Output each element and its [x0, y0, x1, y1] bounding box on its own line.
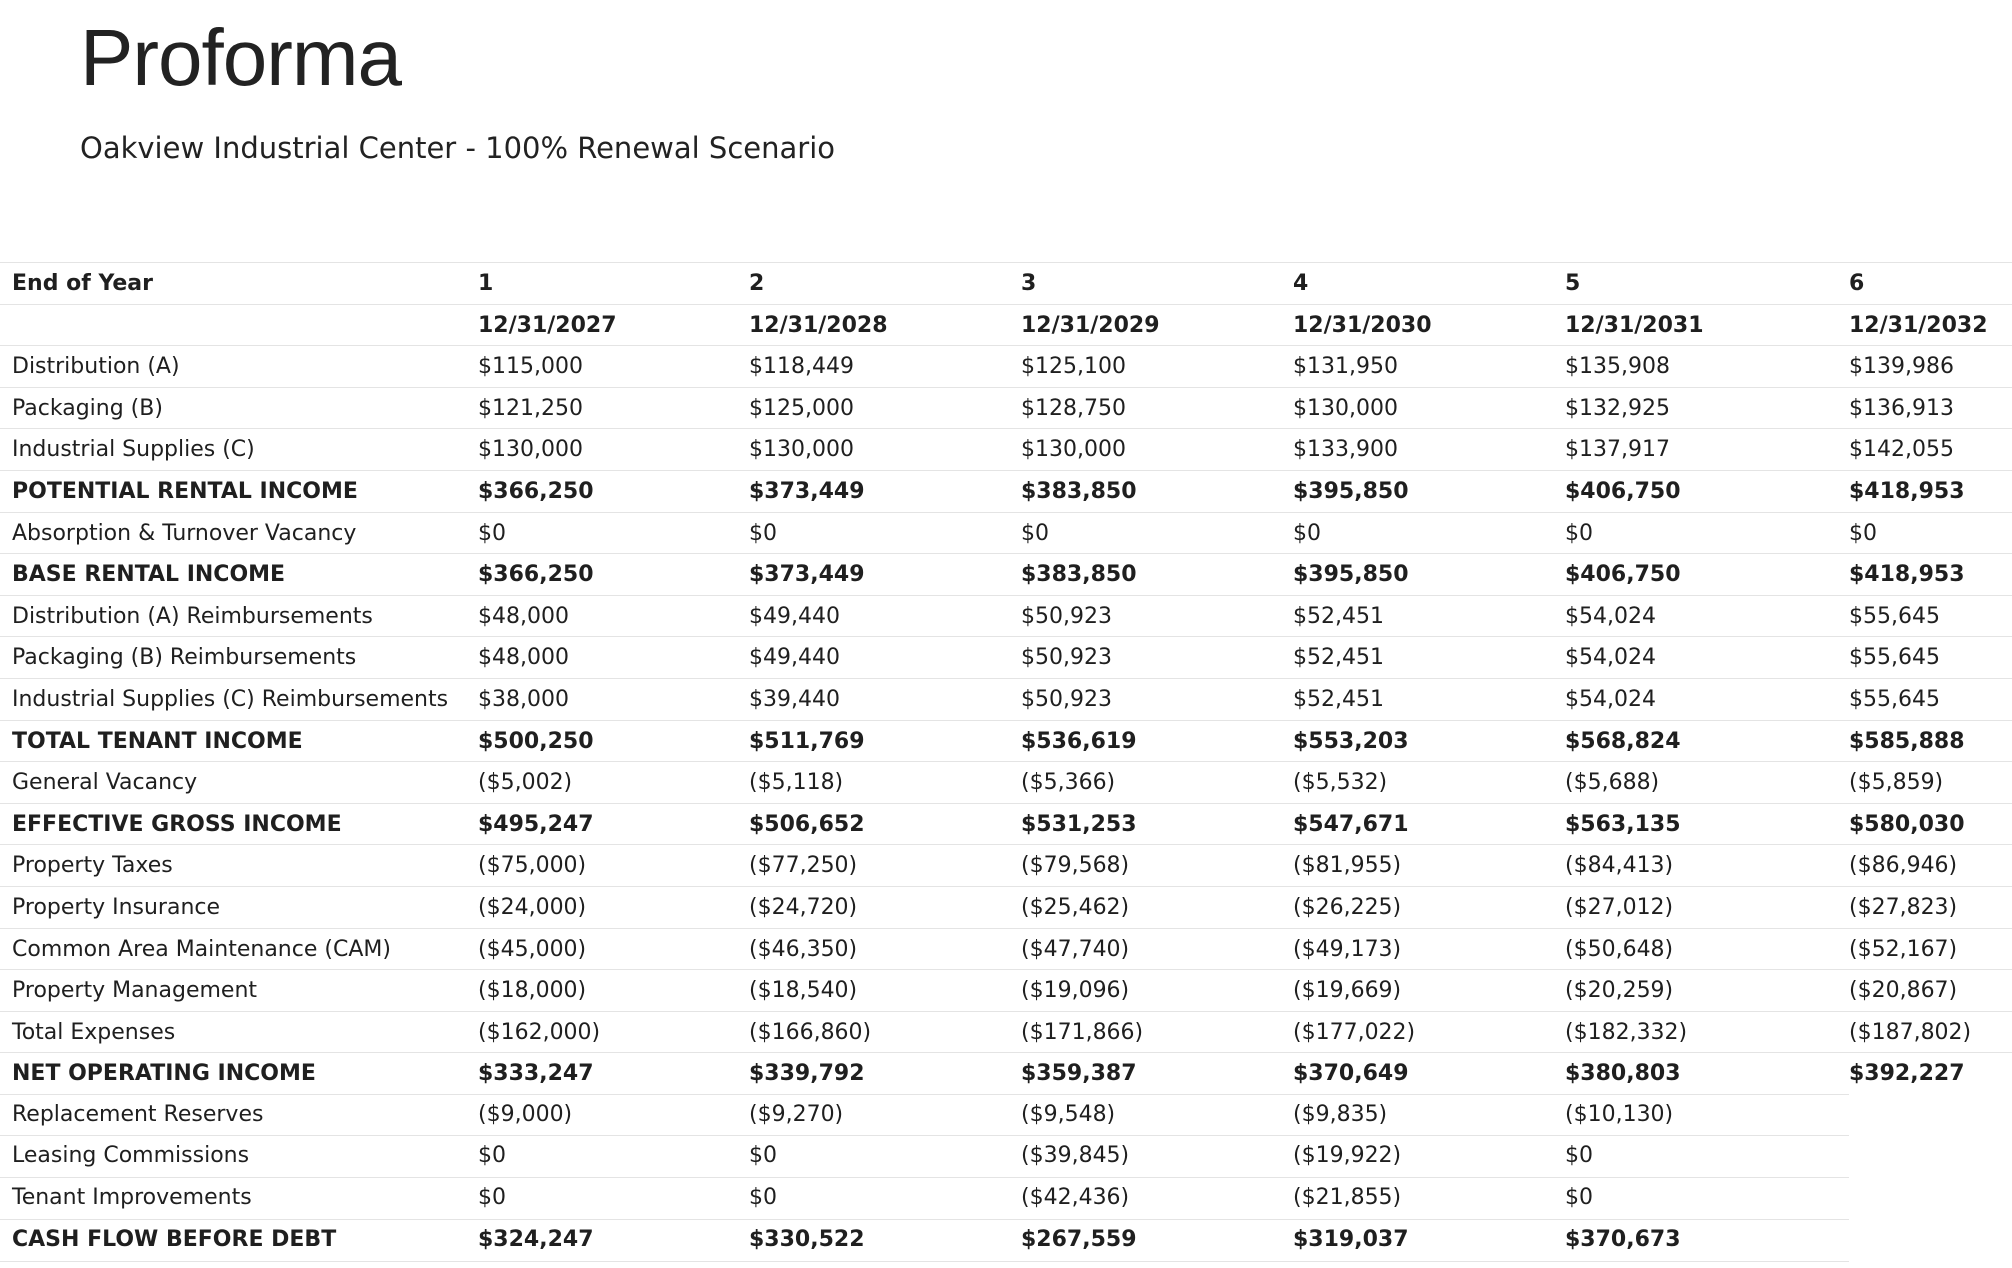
- value-year-5: $0: [1565, 1143, 1593, 1169]
- value-year-1: ($75,000): [478, 853, 587, 879]
- value-year-4: $553,203: [1293, 728, 1409, 754]
- value-year-1: $48,000: [478, 603, 569, 629]
- value-year-5: $135,908: [1565, 354, 1670, 380]
- row-label: Packaging (B) Reimbursements: [12, 645, 357, 671]
- value-year-5: ($20,259): [1565, 978, 1674, 1004]
- value-year-6: $55,645: [1849, 645, 1940, 671]
- row-label: Industrial Supplies (C) Reimbursements: [12, 686, 449, 712]
- value-year-5: ($182,332): [1565, 1019, 1688, 1045]
- value-year-4: ($49,173): [1293, 936, 1402, 962]
- value-year-6: $585,888: [1849, 728, 1965, 754]
- row-label: Distribution (A) Reimbursements: [12, 603, 373, 629]
- value-year-6: ($52,167): [1849, 936, 1958, 962]
- value-year-4: $133,900: [1293, 437, 1398, 463]
- value-year-5: $54,024: [1565, 603, 1656, 629]
- value-year-2: $511,769: [749, 728, 865, 754]
- value-year-6: $136,913: [1849, 395, 1954, 421]
- row-label: Packaging (B): [12, 395, 163, 421]
- value-year-2: $49,440: [749, 603, 840, 629]
- value-year-1: ($5,002): [478, 770, 573, 796]
- value-year-2: ($46,350): [749, 936, 858, 962]
- value-year-4: ($5,532): [1293, 770, 1388, 796]
- year-header-4: 4: [1293, 271, 1309, 296]
- value-year-1: $130,000: [478, 437, 583, 463]
- table-row-potential-rental-income: [0, 470, 2012, 512]
- date-header-6: 12/31/2032: [1849, 312, 1988, 338]
- row-label: CASH FLOW BEFORE DEBT: [12, 1226, 337, 1252]
- value-year-5: ($84,413): [1565, 853, 1674, 879]
- value-year-3: $50,923: [1021, 645, 1112, 671]
- date-header-1: 12/31/2027: [478, 312, 617, 338]
- table-row-packaging-b: [0, 387, 2012, 429]
- value-year-5: $54,024: [1565, 645, 1656, 671]
- value-year-1: ($9,000): [478, 1101, 573, 1127]
- value-year-5: $370,673: [1565, 1226, 1681, 1252]
- value-year-4: ($19,669): [1293, 978, 1402, 1004]
- value-year-1: $48,000: [478, 645, 569, 671]
- value-year-5: $563,135: [1565, 811, 1681, 837]
- value-year-1: $366,250: [478, 562, 594, 588]
- year-header-1: 1: [478, 271, 494, 296]
- value-year-6: ($187,802): [1849, 1019, 1972, 1045]
- value-year-4: $395,850: [1293, 562, 1409, 588]
- row-label: EFFECTIVE GROSS INCOME: [12, 811, 342, 837]
- value-year-3: ($25,462): [1021, 894, 1130, 920]
- table-bottom-border: [0, 1261, 1849, 1262]
- table-row-general-vacancy: [0, 761, 2012, 803]
- value-year-6: $142,055: [1849, 437, 1954, 463]
- row-label: Property Taxes: [12, 853, 173, 879]
- value-year-1: $0: [478, 520, 506, 546]
- value-year-5: ($50,648): [1565, 936, 1674, 962]
- value-year-2: $373,449: [749, 478, 865, 504]
- row-label: End of Year: [12, 271, 153, 296]
- value-year-6: ($5,859): [1849, 770, 1944, 796]
- value-year-1: $0: [478, 1143, 506, 1169]
- value-year-2: ($5,118): [749, 770, 844, 796]
- date-header-4: 12/31/2030: [1293, 312, 1432, 338]
- table-row-net-operating-income: [0, 1052, 2012, 1094]
- row-label: TOTAL TENANT INCOME: [12, 728, 303, 754]
- table-row-distribution-a: [0, 345, 2012, 387]
- value-year-2: ($18,540): [749, 978, 858, 1004]
- value-year-6: $139,986: [1849, 354, 1954, 380]
- value-year-4: $547,671: [1293, 811, 1409, 837]
- value-year-6: ($27,823): [1849, 894, 1958, 920]
- row-label: Distribution (A): [12, 354, 180, 380]
- date-header-2: 12/31/2028: [749, 312, 888, 338]
- value-year-5: $0: [1565, 1185, 1593, 1211]
- value-year-6: $580,030: [1849, 811, 1965, 837]
- value-year-6: $392,227: [1849, 1061, 1965, 1087]
- value-year-5: $406,750: [1565, 562, 1681, 588]
- value-year-1: $115,000: [478, 354, 583, 380]
- value-year-6: $418,953: [1849, 478, 1965, 504]
- value-year-1: $38,000: [478, 686, 569, 712]
- value-year-1: ($18,000): [478, 978, 587, 1004]
- table-row-replacement-reserves: [0, 1094, 2012, 1136]
- value-year-4: $131,950: [1293, 354, 1398, 380]
- table-row-absorption-turnover-vacancy: [0, 512, 2012, 554]
- value-year-4: $395,850: [1293, 478, 1409, 504]
- value-year-1: ($162,000): [478, 1019, 601, 1045]
- value-year-1: $500,250: [478, 728, 594, 754]
- row-label: Absorption & Turnover Vacancy: [12, 520, 357, 546]
- table-row-total-tenant-income: [0, 720, 2012, 762]
- header-row-date: [0, 304, 2012, 346]
- value-year-3: $130,000: [1021, 437, 1126, 463]
- value-year-2: $0: [749, 1185, 777, 1211]
- value-year-4: ($21,855): [1293, 1185, 1402, 1211]
- year-header-2: 2: [749, 271, 765, 296]
- table-row-common-area-maintenance-cam: [0, 928, 2012, 970]
- value-year-6: $418,953: [1849, 562, 1965, 588]
- value-year-3: ($47,740): [1021, 936, 1130, 962]
- value-year-3: $383,850: [1021, 562, 1137, 588]
- row-label: General Vacancy: [12, 770, 198, 796]
- value-year-1: $324,247: [478, 1226, 594, 1252]
- page-title: Proforma: [80, 13, 401, 102]
- row-label: Property Management: [12, 978, 258, 1004]
- value-year-4: $52,451: [1293, 603, 1384, 629]
- table-row-distribution-a-reimbursements: [0, 595, 2012, 637]
- value-year-1: $495,247: [478, 811, 594, 837]
- value-year-4: $130,000: [1293, 395, 1398, 421]
- row-label: Total Expenses: [12, 1019, 176, 1045]
- value-year-1: $333,247: [478, 1061, 594, 1087]
- value-year-4: $370,649: [1293, 1061, 1409, 1087]
- value-year-1: $121,250: [478, 395, 583, 421]
- header-row-year: [0, 262, 2012, 304]
- value-year-2: $506,652: [749, 811, 865, 837]
- row-label: Leasing Commissions: [12, 1143, 250, 1169]
- table-row-industrial-supplies-c: [0, 428, 2012, 470]
- value-year-4: ($81,955): [1293, 853, 1402, 879]
- value-year-2: $49,440: [749, 645, 840, 671]
- row-label: Tenant Improvements: [12, 1185, 252, 1211]
- value-year-1: $0: [478, 1185, 506, 1211]
- value-year-5: $568,824: [1565, 728, 1681, 754]
- value-year-3: $383,850: [1021, 478, 1137, 504]
- row-label: Property Insurance: [12, 894, 221, 920]
- table-row-cash-flow-before-debt: [0, 1219, 2012, 1261]
- year-header-5: 5: [1565, 271, 1581, 296]
- value-year-2: ($166,860): [749, 1019, 872, 1045]
- value-year-3: $531,253: [1021, 811, 1137, 837]
- value-year-4: ($19,922): [1293, 1143, 1402, 1169]
- row-label: BASE RENTAL INCOME: [12, 562, 286, 588]
- row-label: Industrial Supplies (C): [12, 437, 255, 463]
- value-year-3: $128,750: [1021, 395, 1126, 421]
- value-year-3: $267,559: [1021, 1226, 1137, 1252]
- value-year-3: $50,923: [1021, 686, 1112, 712]
- table-row-packaging-b-reimbursements: [0, 636, 2012, 678]
- proforma-table: [0, 262, 2012, 1260]
- value-year-2: $330,522: [749, 1226, 865, 1252]
- value-year-2: $0: [749, 520, 777, 546]
- value-year-2: $118,449: [749, 354, 854, 380]
- value-year-3: ($5,366): [1021, 770, 1116, 796]
- value-year-3: ($79,568): [1021, 853, 1130, 879]
- value-year-2: ($77,250): [749, 853, 858, 879]
- value-year-6: ($20,867): [1849, 978, 1958, 1004]
- value-year-2: $39,440: [749, 686, 840, 712]
- value-year-5: $0: [1565, 520, 1593, 546]
- value-year-1: ($45,000): [478, 936, 587, 962]
- value-year-2: $339,792: [749, 1061, 865, 1087]
- value-year-3: ($42,436): [1021, 1185, 1130, 1211]
- row-label: Common Area Maintenance (CAM): [12, 936, 391, 962]
- value-year-5: $380,803: [1565, 1061, 1681, 1087]
- table-row-base-rental-income: [0, 553, 2012, 595]
- value-year-3: $50,923: [1021, 603, 1112, 629]
- value-year-6: $0: [1849, 520, 1877, 546]
- value-year-3: $359,387: [1021, 1061, 1137, 1087]
- row-label: NET OPERATING INCOME: [12, 1061, 316, 1087]
- value-year-3: ($19,096): [1021, 978, 1130, 1004]
- value-year-5: $406,750: [1565, 478, 1681, 504]
- table-row-property-taxes: [0, 844, 2012, 886]
- value-year-4: ($177,022): [1293, 1019, 1416, 1045]
- value-year-5: ($27,012): [1565, 894, 1674, 920]
- year-header-3: 3: [1021, 271, 1037, 296]
- value-year-4: $319,037: [1293, 1226, 1409, 1252]
- value-year-5: ($5,688): [1565, 770, 1660, 796]
- table-row-leasing-commissions: [0, 1135, 2012, 1177]
- value-year-6: $55,645: [1849, 603, 1940, 629]
- value-year-3: ($39,845): [1021, 1143, 1130, 1169]
- value-year-6: ($86,946): [1849, 853, 1958, 879]
- value-year-2: $125,000: [749, 395, 854, 421]
- value-year-5: ($10,130): [1565, 1101, 1674, 1127]
- table-row-effective-gross-income: [0, 803, 2012, 845]
- value-year-6: $55,645: [1849, 686, 1940, 712]
- table-row-property-insurance: [0, 886, 2012, 928]
- value-year-3: ($9,548): [1021, 1101, 1116, 1127]
- row-label: POTENTIAL RENTAL INCOME: [12, 478, 358, 504]
- value-year-2: ($9,270): [749, 1101, 844, 1127]
- value-year-5: $132,925: [1565, 395, 1670, 421]
- value-year-4: $52,451: [1293, 686, 1384, 712]
- value-year-2: $0: [749, 1143, 777, 1169]
- value-year-2: $373,449: [749, 562, 865, 588]
- year-header-6: 6: [1849, 271, 1865, 296]
- page-subtitle: Oakview Industrial Center - 100% Renewal Scenario: [80, 131, 835, 165]
- value-year-5: $54,024: [1565, 686, 1656, 712]
- value-year-3: $125,100: [1021, 354, 1126, 380]
- table-row-total-expenses: [0, 1011, 2012, 1053]
- table-row-property-management: [0, 969, 2012, 1011]
- value-year-3: ($171,866): [1021, 1019, 1144, 1045]
- value-year-4: ($9,835): [1293, 1101, 1388, 1127]
- value-year-2: $130,000: [749, 437, 854, 463]
- value-year-4: $52,451: [1293, 645, 1384, 671]
- value-year-3: $0: [1021, 520, 1049, 546]
- value-year-4: ($26,225): [1293, 894, 1402, 920]
- value-year-1: $366,250: [478, 478, 594, 504]
- value-year-4: $0: [1293, 520, 1321, 546]
- value-year-5: $137,917: [1565, 437, 1670, 463]
- date-header-5: 12/31/2031: [1565, 312, 1704, 338]
- table-row-tenant-improvements: [0, 1177, 2012, 1219]
- table-row-industrial-supplies-c-reimbursements: [0, 678, 2012, 720]
- date-header-3: 12/31/2029: [1021, 312, 1160, 338]
- row-label: Replacement Reserves: [12, 1101, 264, 1127]
- value-year-1: ($24,000): [478, 894, 587, 920]
- value-year-3: $536,619: [1021, 728, 1137, 754]
- value-year-2: ($24,720): [749, 894, 858, 920]
